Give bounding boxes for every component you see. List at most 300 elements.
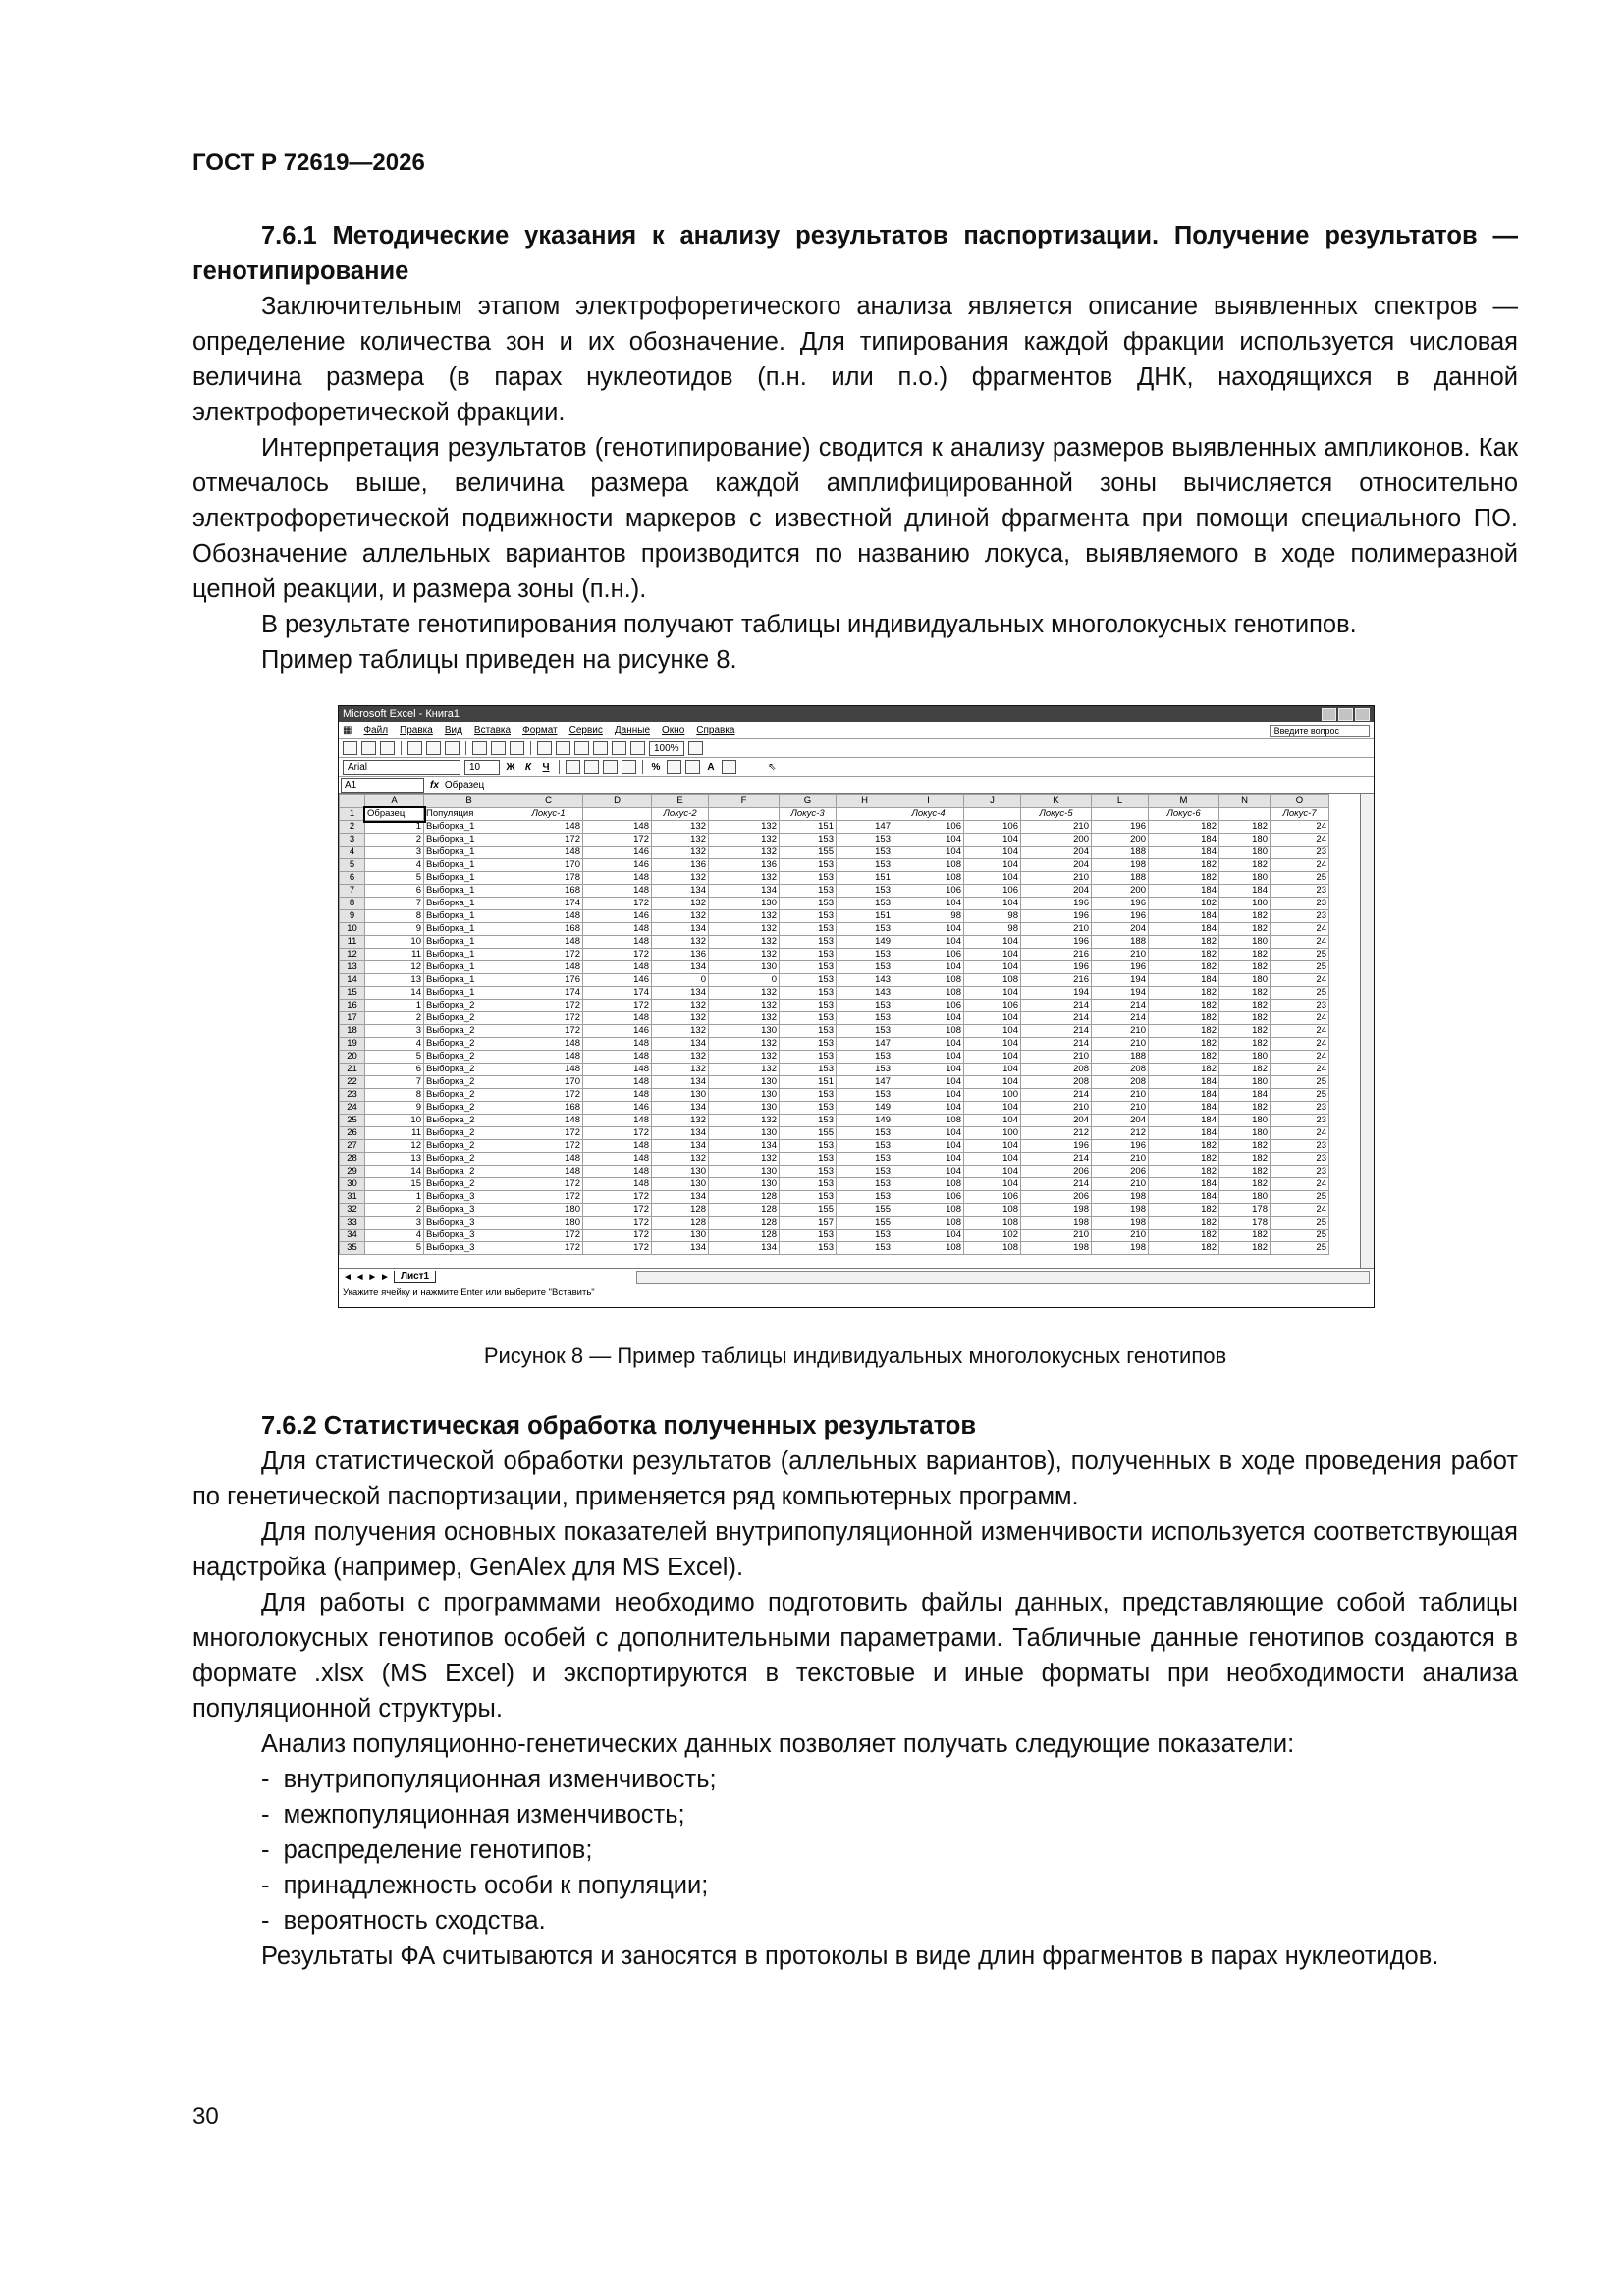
table-cell[interactable]: 148 — [514, 1051, 583, 1064]
table-cell[interactable]: 148 — [583, 923, 652, 936]
underline-icon[interactable]: Ч — [542, 761, 550, 773]
table-cell[interactable]: 151 — [780, 1076, 837, 1089]
table-cell[interactable]: 194 — [1092, 987, 1149, 1000]
table-cell[interactable]: 172 — [583, 898, 652, 910]
table-cell[interactable]: 132 — [709, 949, 780, 961]
table-cell[interactable]: Выборка_2 — [424, 1000, 514, 1012]
table-cell[interactable]: 148 — [514, 1038, 583, 1051]
table-cell[interactable]: 148 — [583, 1140, 652, 1153]
row-header[interactable]: 18 — [340, 1025, 365, 1038]
table-cell[interactable]: 176 — [514, 974, 583, 987]
table-cell[interactable]: 198 — [1021, 1204, 1092, 1217]
table-cell[interactable]: 134 — [652, 1102, 709, 1115]
table-cell[interactable]: 184 — [1149, 885, 1219, 898]
table-cell[interactable]: 108 — [893, 987, 964, 1000]
table-cell[interactable]: 182 — [1219, 1025, 1271, 1038]
table-cell[interactable]: 148 — [514, 1115, 583, 1127]
table-cell[interactable]: 24 — [1271, 923, 1329, 936]
table-cell[interactable]: 1 — [365, 1000, 424, 1012]
table-cell[interactable]: 170 — [514, 1076, 583, 1089]
table-cell[interactable]: 12 — [365, 961, 424, 974]
table-cell[interactable]: 132 — [652, 872, 709, 885]
formula-input[interactable]: Образец — [444, 780, 485, 791]
save-icon[interactable] — [380, 741, 395, 755]
column-header[interactable]: K — [1021, 795, 1092, 808]
table-cell[interactable]: 24 — [1271, 1025, 1329, 1038]
table-cell[interactable]: 130 — [652, 1230, 709, 1242]
table-cell[interactable]: 23 — [1271, 910, 1329, 923]
table-cell[interactable]: 23 — [1271, 1153, 1329, 1166]
table-cell[interactable]: 182 — [1149, 1166, 1219, 1178]
table-cell[interactable]: 148 — [583, 936, 652, 949]
table-cell[interactable]: 168 — [514, 1102, 583, 1115]
table-cell[interactable]: 147 — [837, 1076, 893, 1089]
table-cell[interactable]: 153 — [837, 1051, 893, 1064]
table-cell[interactable]: 148 — [514, 1166, 583, 1178]
paste-icon[interactable] — [510, 741, 524, 755]
table-cell[interactable]: 182 — [1149, 898, 1219, 910]
table-cell[interactable]: 25 — [1271, 1217, 1329, 1230]
table-cell[interactable]: 153 — [837, 1025, 893, 1038]
table-cell[interactable]: 104 — [964, 1102, 1021, 1115]
table-cell[interactable]: 98 — [964, 910, 1021, 923]
table-cell[interactable]: 153 — [837, 1000, 893, 1012]
row-header[interactable]: 9 — [340, 910, 365, 923]
table-cell[interactable]: 210 — [1021, 1230, 1092, 1242]
table-cell[interactable]: 184 — [1149, 1127, 1219, 1140]
table-cell[interactable]: 153 — [780, 1089, 837, 1102]
row-header[interactable]: 5 — [340, 859, 365, 872]
column-header[interactable]: H — [837, 795, 893, 808]
table-cell[interactable]: 198 — [1092, 1217, 1149, 1230]
table-cell[interactable]: 210 — [1092, 1178, 1149, 1191]
table-cell[interactable]: 130 — [652, 1166, 709, 1178]
table-cell[interactable]: 148 — [583, 1153, 652, 1166]
table-cell[interactable]: 3 — [365, 847, 424, 859]
table-cell[interactable]: 153 — [837, 898, 893, 910]
table-cell[interactable]: 180 — [1219, 936, 1271, 949]
table-cell[interactable]: 153 — [837, 1166, 893, 1178]
table-cell[interactable]: Выборка_1 — [424, 847, 514, 859]
table-cell[interactable]: 132 — [652, 1000, 709, 1012]
table-cell[interactable]: 153 — [837, 1012, 893, 1025]
table-cell[interactable]: 146 — [583, 859, 652, 872]
table-cell[interactable]: 130 — [709, 1102, 780, 1115]
table-cell[interactable]: Выборка_3 — [424, 1230, 514, 1242]
table-cell[interactable]: 153 — [837, 923, 893, 936]
table-cell[interactable]: 132 — [709, 1000, 780, 1012]
table-cell[interactable]: 153 — [837, 859, 893, 872]
table-cell[interactable]: 184 — [1149, 834, 1219, 847]
menu-item[interactable]: Вид — [444, 725, 462, 736]
table-cell[interactable]: 204 — [1092, 923, 1149, 936]
table-cell[interactable]: 184 — [1149, 1115, 1219, 1127]
table-cell[interactable]: 104 — [964, 1025, 1021, 1038]
table-cell[interactable]: 172 — [583, 1191, 652, 1204]
column-header[interactable]: N — [1219, 795, 1271, 808]
table-cell[interactable]: Выборка_1 — [424, 885, 514, 898]
table-cell[interactable]: 180 — [1219, 834, 1271, 847]
merge-cells-icon[interactable] — [622, 760, 636, 774]
table-cell[interactable]: 198 — [1092, 859, 1149, 872]
table-cell[interactable]: 136 — [709, 859, 780, 872]
table-cell[interactable]: 3 — [365, 1025, 424, 1038]
table-cell[interactable]: 98 — [893, 910, 964, 923]
table-cell[interactable]: 106 — [893, 821, 964, 834]
table-cell[interactable]: 182 — [1149, 1025, 1219, 1038]
header-cell[interactable]: Локус-5 — [1021, 808, 1092, 821]
row-header[interactable]: 20 — [340, 1051, 365, 1064]
table-cell[interactable]: 172 — [514, 1191, 583, 1204]
header-cell[interactable]: Локус-3 — [780, 808, 837, 821]
header-cell[interactable]: Локус-6 — [1149, 808, 1219, 821]
table-cell[interactable]: 148 — [583, 885, 652, 898]
name-box[interactable]: A1 — [341, 778, 424, 793]
table-cell[interactable]: 153 — [780, 1000, 837, 1012]
table-cell[interactable]: 132 — [709, 923, 780, 936]
table-cell[interactable]: 104 — [964, 936, 1021, 949]
row-header[interactable]: 35 — [340, 1242, 365, 1255]
header-cell[interactable]: Локус-4 — [893, 808, 964, 821]
fill-color-icon[interactable] — [685, 760, 700, 774]
cut-icon[interactable] — [472, 741, 487, 755]
table-cell[interactable]: 24 — [1271, 936, 1329, 949]
header-cell[interactable] — [1219, 808, 1271, 821]
table-cell[interactable]: 172 — [583, 1242, 652, 1255]
table-cell[interactable]: 23 — [1271, 1140, 1329, 1153]
column-header[interactable]: O — [1271, 795, 1329, 808]
table-cell[interactable]: 146 — [583, 847, 652, 859]
table-cell[interactable]: 194 — [1021, 987, 1092, 1000]
font-name-select[interactable]: Arial — [343, 760, 460, 775]
table-cell[interactable]: 204 — [1021, 847, 1092, 859]
row-header[interactable]: 8 — [340, 898, 365, 910]
table-cell[interactable]: 153 — [837, 1127, 893, 1140]
table-cell[interactable]: 25 — [1271, 1191, 1329, 1204]
table-cell[interactable]: 153 — [780, 1166, 837, 1178]
table-cell[interactable]: 196 — [1021, 1140, 1092, 1153]
table-cell[interactable]: 212 — [1021, 1127, 1092, 1140]
table-cell[interactable]: 182 — [1149, 1230, 1219, 1242]
help-question-box[interactable]: Введите вопрос — [1270, 725, 1370, 737]
table-cell[interactable]: 153 — [837, 1178, 893, 1191]
table-cell[interactable]: 104 — [964, 1012, 1021, 1025]
table-cell[interactable]: 148 — [514, 961, 583, 974]
table-cell[interactable]: 104 — [964, 1076, 1021, 1089]
font-size-select[interactable]: 10 — [464, 760, 500, 775]
table-cell[interactable]: 132 — [652, 834, 709, 847]
table-cell[interactable]: 172 — [583, 1230, 652, 1242]
table-cell[interactable]: 180 — [1219, 1051, 1271, 1064]
sort-desc-icon[interactable] — [612, 741, 626, 755]
table-cell[interactable]: 106 — [964, 885, 1021, 898]
table-cell[interactable]: 182 — [1149, 1038, 1219, 1051]
table-cell[interactable]: 182 — [1219, 1242, 1271, 1255]
table-cell[interactable]: 146 — [583, 1025, 652, 1038]
spellcheck-icon[interactable] — [445, 741, 460, 755]
table-cell[interactable]: 214 — [1092, 1012, 1149, 1025]
table-cell[interactable]: 14 — [365, 1166, 424, 1178]
table-cell[interactable]: 128 — [709, 1230, 780, 1242]
table-cell[interactable]: 108 — [893, 1204, 964, 1217]
table-cell[interactable]: 182 — [1219, 1012, 1271, 1025]
header-cell[interactable] — [583, 808, 652, 821]
table-cell[interactable]: 104 — [893, 936, 964, 949]
row-header[interactable]: 22 — [340, 1076, 365, 1089]
table-cell[interactable]: 206 — [1021, 1166, 1092, 1178]
table-cell[interactable]: 210 — [1021, 821, 1092, 834]
table-cell[interactable]: 24 — [1271, 859, 1329, 872]
table-cell[interactable]: 182 — [1219, 1166, 1271, 1178]
table-cell[interactable]: 172 — [514, 1012, 583, 1025]
table-cell[interactable]: Выборка_2 — [424, 1153, 514, 1166]
table-cell[interactable]: 153 — [837, 961, 893, 974]
row-header[interactable]: 28 — [340, 1153, 365, 1166]
table-cell[interactable]: 143 — [837, 974, 893, 987]
table-cell[interactable]: 148 — [514, 910, 583, 923]
table-cell[interactable]: 172 — [514, 1230, 583, 1242]
table-cell[interactable]: 172 — [583, 834, 652, 847]
table-cell[interactable]: 106 — [893, 885, 964, 898]
table-cell[interactable]: 132 — [709, 847, 780, 859]
table-cell[interactable]: 106 — [893, 1191, 964, 1204]
table-cell[interactable]: 180 — [1219, 898, 1271, 910]
table-cell[interactable]: 132 — [652, 898, 709, 910]
table-cell[interactable]: 184 — [1219, 1089, 1271, 1102]
table-cell[interactable]: 13 — [365, 1153, 424, 1166]
table-cell[interactable]: 149 — [837, 1115, 893, 1127]
table-cell[interactable]: Выборка_2 — [424, 1025, 514, 1038]
table-cell[interactable]: Выборка_3 — [424, 1242, 514, 1255]
table-cell[interactable]: 182 — [1149, 1217, 1219, 1230]
table-cell[interactable]: 153 — [780, 936, 837, 949]
table-cell[interactable]: 149 — [837, 1102, 893, 1115]
table-cell[interactable]: 214 — [1021, 1089, 1092, 1102]
table-cell[interactable]: 13 — [365, 974, 424, 987]
table-cell[interactable]: 132 — [709, 936, 780, 949]
table-cell[interactable]: 130 — [709, 1089, 780, 1102]
table-cell[interactable]: 1 — [365, 821, 424, 834]
table-cell[interactable]: 8 — [365, 1089, 424, 1102]
table-cell[interactable]: 208 — [1092, 1064, 1149, 1076]
table-cell[interactable]: 134 — [652, 987, 709, 1000]
omega-icon[interactable] — [722, 760, 736, 774]
table-cell[interactable]: 182 — [1219, 910, 1271, 923]
table-cell[interactable]: 172 — [514, 1242, 583, 1255]
table-cell[interactable]: 134 — [652, 885, 709, 898]
table-cell[interactable]: 143 — [837, 987, 893, 1000]
table-cell[interactable]: 157 — [780, 1217, 837, 1230]
table-cell[interactable]: 196 — [1092, 910, 1149, 923]
column-header[interactable]: I — [893, 795, 964, 808]
row-header[interactable]: 7 — [340, 885, 365, 898]
table-cell[interactable]: 153 — [780, 1242, 837, 1255]
table-cell[interactable]: 104 — [964, 834, 1021, 847]
table-cell[interactable]: 23 — [1271, 1102, 1329, 1115]
table-cell[interactable]: 104 — [964, 1153, 1021, 1166]
table-cell[interactable]: 153 — [780, 974, 837, 987]
table-cell[interactable]: 132 — [652, 1025, 709, 1038]
table-cell[interactable]: 24 — [1271, 1064, 1329, 1076]
menu-item[interactable]: Формат — [522, 725, 558, 736]
table-cell[interactable]: 23 — [1271, 1166, 1329, 1178]
table-cell[interactable]: 134 — [652, 923, 709, 936]
table-cell[interactable]: 128 — [652, 1217, 709, 1230]
redo-icon[interactable] — [556, 741, 570, 755]
table-cell[interactable]: 178 — [1219, 1217, 1271, 1230]
table-cell[interactable]: 210 — [1092, 1230, 1149, 1242]
table-cell[interactable]: Выборка_1 — [424, 898, 514, 910]
table-cell[interactable]: 153 — [837, 834, 893, 847]
align-center-icon[interactable] — [584, 760, 599, 774]
table-cell[interactable]: 130 — [709, 1166, 780, 1178]
table-cell[interactable]: 174 — [583, 987, 652, 1000]
table-cell[interactable]: 200 — [1021, 834, 1092, 847]
table-cell[interactable]: 188 — [1092, 847, 1149, 859]
table-cell[interactable]: 130 — [709, 961, 780, 974]
table-cell[interactable]: 210 — [1021, 1102, 1092, 1115]
table-cell[interactable]: 23 — [1271, 898, 1329, 910]
table-cell[interactable]: 155 — [780, 1127, 837, 1140]
row-header[interactable]: 4 — [340, 847, 365, 859]
table-cell[interactable]: 11 — [365, 1127, 424, 1140]
table-cell[interactable]: 182 — [1149, 987, 1219, 1000]
table-cell[interactable]: 100 — [964, 1089, 1021, 1102]
table-cell[interactable]: 182 — [1219, 987, 1271, 1000]
table-cell[interactable]: 134 — [652, 1140, 709, 1153]
table-cell[interactable]: 132 — [652, 1012, 709, 1025]
table-cell[interactable]: 182 — [1149, 1012, 1219, 1025]
column-header[interactable]: B — [424, 795, 514, 808]
table-cell[interactable]: 172 — [514, 1178, 583, 1191]
header-cell[interactable] — [837, 808, 893, 821]
table-cell[interactable]: Выборка_1 — [424, 961, 514, 974]
column-header[interactable]: E — [652, 795, 709, 808]
table-cell[interactable]: 132 — [652, 1064, 709, 1076]
table-cell[interactable]: 108 — [964, 1242, 1021, 1255]
table-cell[interactable]: 136 — [652, 949, 709, 961]
table-cell[interactable]: 182 — [1149, 872, 1219, 885]
header-cell[interactable] — [964, 808, 1021, 821]
table-cell[interactable]: 134 — [652, 1038, 709, 1051]
table-cell[interactable]: 153 — [780, 1025, 837, 1038]
table-cell[interactable]: 153 — [780, 961, 837, 974]
table-cell[interactable]: 210 — [1021, 923, 1092, 936]
table-cell[interactable]: 24 — [1271, 1051, 1329, 1064]
table-cell[interactable]: 182 — [1149, 1153, 1219, 1166]
table-cell[interactable]: 153 — [837, 847, 893, 859]
table-cell[interactable]: 146 — [583, 910, 652, 923]
table-cell[interactable]: 172 — [514, 1140, 583, 1153]
table-cell[interactable]: 104 — [893, 961, 964, 974]
table-cell[interactable]: 155 — [837, 1217, 893, 1230]
table-cell[interactable]: 208 — [1021, 1064, 1092, 1076]
table-cell[interactable]: 104 — [964, 859, 1021, 872]
table-cell[interactable]: 214 — [1021, 1178, 1092, 1191]
menu-item[interactable]: Справка — [696, 725, 735, 736]
table-cell[interactable]: 24 — [1271, 821, 1329, 834]
table-cell[interactable]: 182 — [1219, 1140, 1271, 1153]
header-cell[interactable]: Популяция — [424, 808, 514, 821]
table-cell[interactable]: 198 — [1092, 1242, 1149, 1255]
table-cell[interactable]: Выборка_1 — [424, 872, 514, 885]
table-cell[interactable]: 149 — [837, 936, 893, 949]
table-cell[interactable]: 104 — [893, 834, 964, 847]
table-cell[interactable]: 132 — [709, 1038, 780, 1051]
fx-icon[interactable]: fx — [430, 780, 439, 791]
table-cell[interactable]: 174 — [514, 898, 583, 910]
row-header[interactable]: 21 — [340, 1064, 365, 1076]
table-cell[interactable]: 172 — [514, 1089, 583, 1102]
table-cell[interactable]: 108 — [964, 974, 1021, 987]
row-header[interactable]: 26 — [340, 1127, 365, 1140]
table-cell[interactable]: 182 — [1149, 1064, 1219, 1076]
table-cell[interactable]: 148 — [583, 1038, 652, 1051]
menu-item[interactable]: Окно — [662, 725, 685, 736]
table-cell[interactable]: 2 — [365, 834, 424, 847]
table-cell[interactable]: 153 — [837, 1089, 893, 1102]
row-header[interactable]: 34 — [340, 1230, 365, 1242]
row-header[interactable]: 29 — [340, 1166, 365, 1178]
open-file-icon[interactable] — [361, 741, 376, 755]
header-cell[interactable]: Образец — [365, 808, 424, 821]
table-cell[interactable]: 214 — [1021, 1153, 1092, 1166]
table-cell[interactable]: 214 — [1021, 1000, 1092, 1012]
row-header[interactable]: 25 — [340, 1115, 365, 1127]
table-cell[interactable]: 148 — [583, 1178, 652, 1191]
row-header[interactable]: 33 — [340, 1217, 365, 1230]
table-cell[interactable]: 25 — [1271, 872, 1329, 885]
table-cell[interactable]: 148 — [514, 1064, 583, 1076]
table-cell[interactable]: Выборка_1 — [424, 923, 514, 936]
table-cell[interactable]: 184 — [1149, 1089, 1219, 1102]
print-icon[interactable] — [407, 741, 422, 755]
table-cell[interactable]: 155 — [780, 1204, 837, 1217]
print-preview-icon[interactable] — [426, 741, 441, 755]
row-header[interactable]: 30 — [340, 1178, 365, 1191]
table-cell[interactable]: 182 — [1219, 1153, 1271, 1166]
table-cell[interactable]: 208 — [1092, 1076, 1149, 1089]
table-cell[interactable]: 104 — [893, 898, 964, 910]
table-cell[interactable]: 198 — [1092, 1191, 1149, 1204]
percent-icon[interactable]: % — [651, 761, 661, 773]
table-cell[interactable]: 24 — [1271, 1127, 1329, 1140]
table-cell[interactable]: 184 — [1149, 923, 1219, 936]
table-cell[interactable]: 134 — [652, 961, 709, 974]
table-cell[interactable]: 153 — [837, 1064, 893, 1076]
table-cell[interactable]: 148 — [583, 1064, 652, 1076]
borders-icon[interactable] — [667, 760, 681, 774]
table-cell[interactable]: 104 — [893, 1140, 964, 1153]
table-cell[interactable]: 104 — [893, 923, 964, 936]
table-cell[interactable]: 104 — [964, 1140, 1021, 1153]
table-cell[interactable]: 153 — [780, 1153, 837, 1166]
italic-icon[interactable]: К — [524, 761, 532, 773]
table-cell[interactable]: 204 — [1021, 859, 1092, 872]
table-cell[interactable]: 104 — [893, 1012, 964, 1025]
table-cell[interactable]: 153 — [780, 872, 837, 885]
table-cell[interactable]: 134 — [709, 885, 780, 898]
table-cell[interactable]: 204 — [1021, 885, 1092, 898]
table-cell[interactable]: 184 — [1149, 847, 1219, 859]
table-cell[interactable]: 155 — [837, 1204, 893, 1217]
row-header[interactable]: 12 — [340, 949, 365, 961]
table-cell[interactable]: 182 — [1149, 961, 1219, 974]
new-file-icon[interactable] — [343, 741, 357, 755]
table-cell[interactable]: Выборка_2 — [424, 1064, 514, 1076]
table-cell[interactable]: 108 — [893, 1217, 964, 1230]
table-cell[interactable]: 153 — [837, 1153, 893, 1166]
